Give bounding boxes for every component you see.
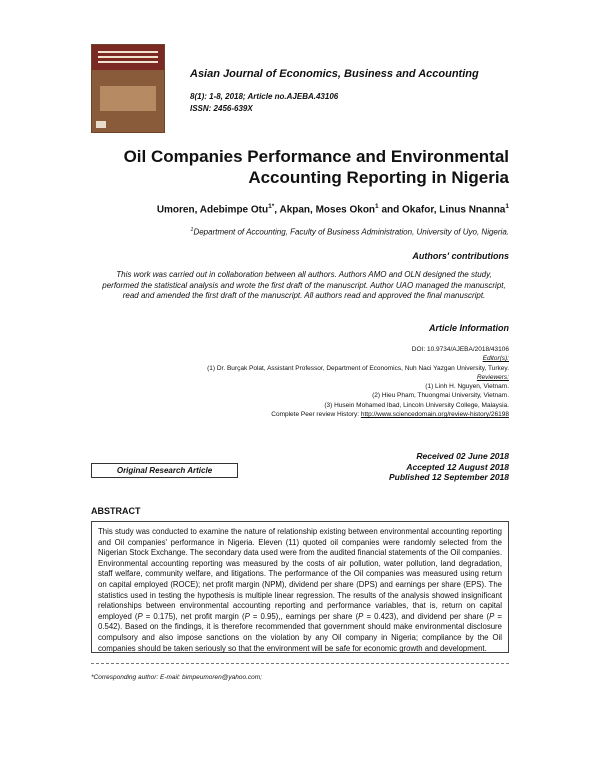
published-date: Published 12 September 2018 — [389, 472, 509, 482]
journal-name: Asian Journal of Economics, Business and Accounting — [190, 68, 479, 80]
author-name: Akpan, Moses Okon — [279, 204, 376, 216]
doi: DOI: 10.9734/AJEBA/2018/43106 — [411, 346, 509, 353]
abstract-text — [91, 521, 509, 653]
author-separator: and — [378, 204, 403, 216]
article-info-heading: Article Information — [428, 323, 509, 333]
author-sup: 1 — [505, 203, 509, 210]
abstract-segment: = 0.542). Based on the findings, it is therefore recommended that government should make environmental disclosure compulsory and also impose sanctions on the violation by any Oil company in Nigeria; compliance by the Oil companies should be taken seriously so that the environment will be safe for economic growth and development. — [98, 611, 502, 653]
paper-title — [109, 146, 509, 188]
reviewer-entry: (1) Linh H. Nguyen, Vietnam. — [425, 383, 509, 391]
author-list — [79, 203, 509, 215]
p-symbol: P — [489, 611, 495, 621]
abstract-segment: = 0.95),, earnings per share ( — [249, 611, 359, 621]
received-date: Received 02 June 2018 — [416, 451, 509, 461]
author-sup: 1 — [375, 203, 379, 210]
cover-title-line — [98, 56, 158, 58]
issn: ISSN: 2456-639X — [190, 104, 253, 113]
abstract-heading: ABSTRACT — [91, 506, 141, 516]
reviewers-label: Reviewers: — [476, 373, 509, 381]
author-name: Okafor, Linus Nnanna — [402, 204, 506, 216]
editors-label: Editor(s): — [482, 355, 509, 363]
reviewer-entry: (3) Husein Mohamed Ibad, Lincoln University College, Malaysia. — [324, 401, 509, 409]
corresponding-author-footnote: *Corresponding author: E-mail: bimpeumoren@yahoo.com; — [91, 674, 262, 681]
journal-cover-image — [91, 44, 165, 133]
author-name: Umoren, Adebimpe Otu — [156, 204, 269, 216]
title-line-2: Accounting Reporting in Nigeria — [248, 168, 509, 187]
author-separator: , — [274, 204, 280, 216]
abstract-segment: = 0.175), net profit margin ( — [142, 611, 245, 621]
journal-meta — [190, 91, 338, 115]
history-label: Complete Peer review History: — [271, 411, 361, 419]
review-history — [89, 410, 509, 419]
editor-entry: (1) Dr. Burçak Polat, Assistant Professor, Department of Economics, Nuh Naci Yazgan University, Turkey. — [207, 364, 509, 372]
p-symbol: P — [358, 611, 364, 621]
cover-title-line — [98, 51, 158, 53]
title-line-1: Oil Companies Performance and Environmental — [123, 147, 509, 166]
affiliation-text: Department of Accounting, Faculty of Business Administration, University of Uyo, Nigeria. — [193, 227, 509, 237]
accepted-date: Accepted 12 August 2018 — [406, 461, 509, 472]
affiliation — [79, 227, 509, 237]
abstract-segment: This study was conducted to examine the nature of relationship existing between environmental accounting reporting and Oil companies' performance in Nigeria. Eleven (11) quoted oil companies were randomly selected from the Nigerian Stock Exchange. The secondary data used were from the audited financial statements of the Oil companies. Environmental accounting reporting was measured by the costs of air pollution, water pollution, land degradation, staff welfare, community welfare, and litigations. The performance of the Oil companies was measured using return on capital employed (ROCE); net profit margin (NPM), dividend per share (DPS) and earnings per share (EPS). The statistics used in testing the hypothesis is multiple linear regression. The results of the analysis showed insignificant relationships between environmental accounting reporting and performance variables, that is, return on capital employed ( — [98, 527, 502, 621]
review-history-link[interactable]: http://www.sciencedomain.org/review-history/26198 — [360, 411, 509, 419]
contributions-heading: Authors' contributions — [412, 251, 509, 261]
abstract-segment: = 0.423), and dividend per share ( — [363, 611, 490, 621]
cover-title-line — [98, 61, 158, 63]
cover-title-band — [92, 45, 164, 70]
publication-dates — [389, 451, 509, 483]
cover-logo — [96, 121, 106, 128]
footnote-divider — [91, 663, 509, 664]
citation: 8(1): 1-8, 2018; Article no.AJEBA.43106 — [190, 92, 339, 101]
article-type-badge: Original Research Article — [91, 463, 238, 478]
cover-art — [100, 86, 156, 111]
reviewer-entry: (2) Hieu Pham, Thuongmai University, Vietnam. — [372, 392, 509, 400]
p-symbol: P — [244, 611, 250, 621]
contributions-text: This work was carried out in collaboration between all authors. Authors AMO and OLN designed the study, performed the statistical analysis and wrote the first draft of the manuscript. Author UAO managed the manuscript, read and amended the first draft of the manuscript. All authors read and approved the final manuscript. — [102, 270, 506, 300]
author-sup: 1* — [268, 203, 275, 210]
p-symbol: P — [137, 611, 143, 621]
article-info — [89, 345, 509, 419]
affiliation-sup: 1 — [190, 227, 194, 233]
